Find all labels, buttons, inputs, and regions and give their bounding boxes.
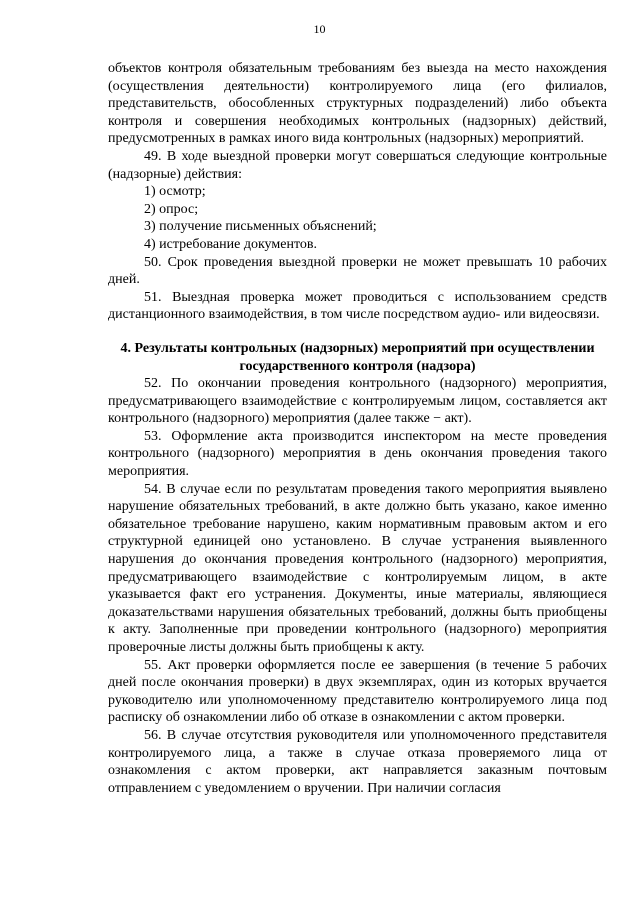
list-item: 3) получение письменных объяснений; (144, 219, 377, 235)
paragraph: 50. Срок проведения выездной проверки не может превышать 10 рабочих дней. (108, 254, 607, 288)
paragraph: 52. По окончании проведения контрольного (надзорного) мероприятия, предусматривающего взаимодействие с контролируемым лицом, составляется акт контрольного (надзорного) мероприятия (далее также − акт). (108, 376, 607, 427)
list-item: 1) осмотр; (144, 184, 206, 200)
paragraph: 56. В случае отсутствия руководителя или уполномоченного представителя контролируемого лица, а также в случае отказа проверяемого лица от ознакомления с актом проверки, акт направляется заказным почтовым отправлением с уведомлением о вручении. При наличии согласия (108, 727, 607, 796)
paragraph: 53. Оформление акта производится инспектором на месте проведения контрольного (надзорного) мероприятия в день окончания проведения такого мероприятия. (108, 428, 607, 480)
page-number: 10 (313, 22, 326, 36)
paragraph: 49. В ходе выездной проверки могут совершаться следующие контрольные (надзорные) действия: (108, 148, 607, 182)
paragraph: 51. Выездная проверка может проводиться с использованием средств дистанционного взаимодействия, в том числе посредством аудио- или видеосвязи. (108, 289, 607, 323)
list-item: 4) истребование документов. (144, 236, 317, 252)
paragraph: 54. В случае если по результатам проведения такого мероприятия выявлено нарушение обязательных требований, в акте должно быть указано, какое именно обязательное требование нарушено, каким нормативным правовым актом и его структурной единицей оно установлено. В случае устранения выявленного нарушения до окончания проведения контрольного (надзорного) мероприятия, предусматривающего взаимодействие с контролируемым лицом, в акте указывается факт его устранения. Документы, иные материалы, являющиеся доказательствами нарушения обязательных требований, должны быть приобщены к акту. Заполненные при проведении контрольного (надзорного) мероприятия проверочные листы должны быть приобщены к акту. (108, 481, 607, 655)
list-item: 2) опрос; (144, 201, 199, 217)
paragraph: 55. Акт проверки оформляется после ее завершения (в течение 5 рабочих дней после окончания проверки) в двух экземплярах, один из которых вручается руководителю или уполномоченному представителю контролируемого лица под расписку об ознакомлении либо об отказе в ознакомлении с актом проверки. (108, 657, 607, 726)
paragraphs-after (108, 375, 607, 797)
section-heading: 4. Результаты контрольных (надзорных) мероприятий при осуществлении государственного контроля (надзора) (120, 340, 595, 374)
paragraphs-before (108, 60, 607, 324)
document-body (108, 60, 607, 797)
section-gap (108, 324, 607, 340)
paragraph: объектов контроля обязательным требованиям без выезда на место нахождения (осуществления деятельности) контролируемого лица (его филиалов, представительств, обособленных структурных подразделений) либо объекта контроля и совершения необходимых контрольных (надзорных) действий, предусмотренных в рамках иного вида контрольных (надзорных) мероприятий. (108, 61, 607, 147)
